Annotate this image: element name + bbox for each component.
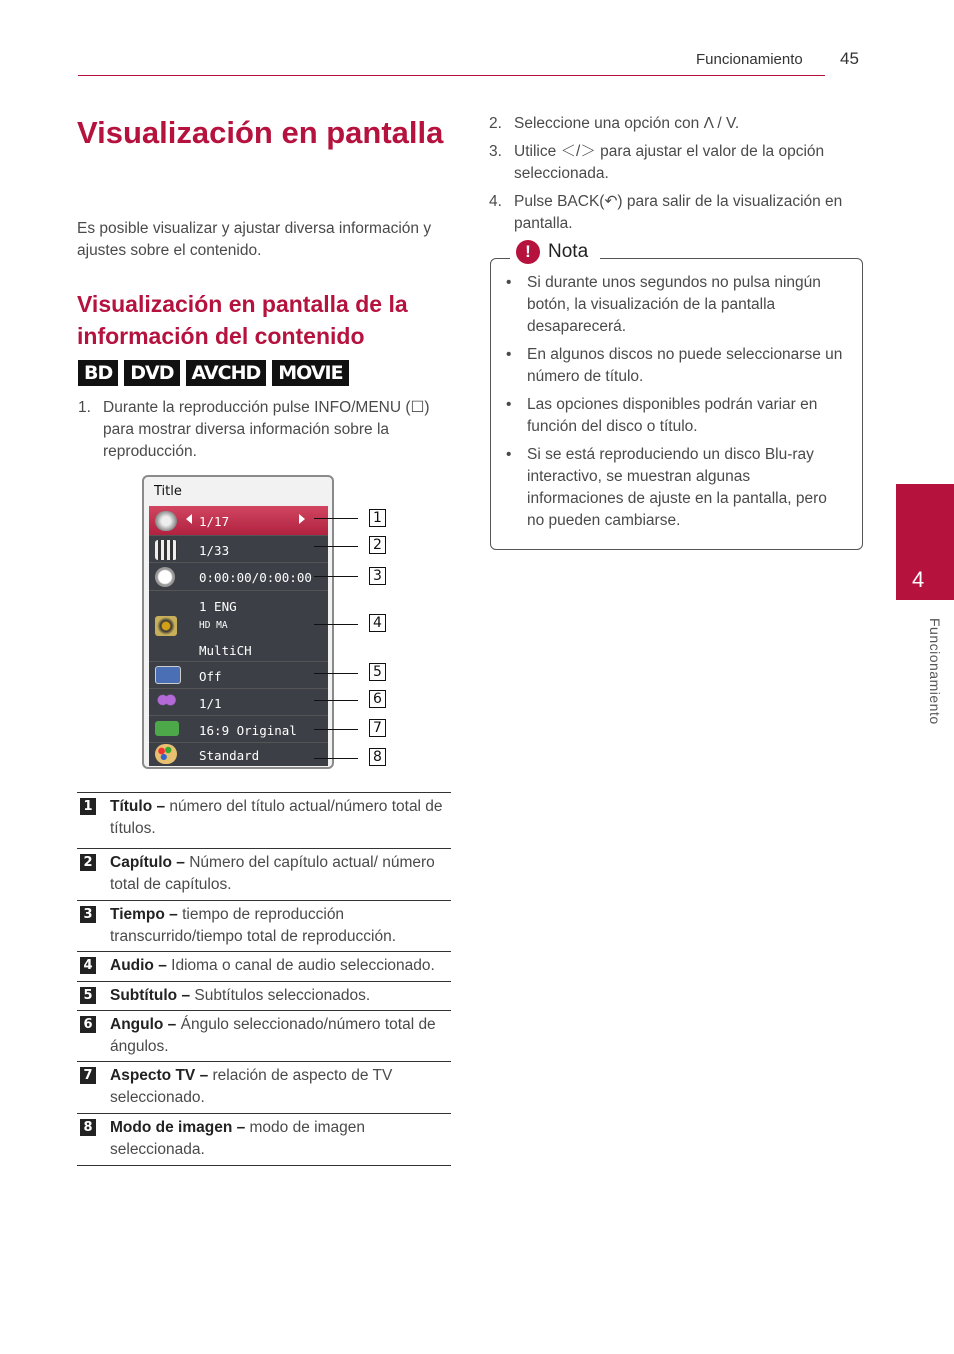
callout-1: 1 — [369, 509, 386, 527]
clock-icon — [155, 567, 175, 587]
note-text: En algunos discos no puede seleccionarse un número de título. — [527, 346, 843, 385]
osd-value-channels: MultiCH — [199, 643, 252, 658]
definition-row — [77, 792, 451, 849]
step-4 — [489, 191, 859, 237]
definition-desc: tiempo de reproducción transcurrido/tiempo total de reproducción. — [110, 906, 397, 945]
osd-panel — [142, 475, 334, 769]
definition-text — [110, 852, 450, 896]
osd-row-picture[interactable] — [149, 743, 328, 766]
osd-row-audio[interactable] — [149, 591, 328, 662]
callout-line — [314, 729, 358, 730]
definition-term: Título – — [110, 798, 166, 815]
definition-text — [110, 985, 450, 1007]
note-box — [490, 258, 863, 550]
bullet-icon: • — [506, 274, 512, 291]
osd-value-format: HD MA — [199, 620, 228, 631]
osd-row-title[interactable] — [149, 506, 328, 536]
arrow-left-icon — [186, 514, 192, 524]
definition-row — [77, 981, 451, 1011]
page-number: 45 — [840, 49, 859, 68]
step-number: 2. — [489, 115, 502, 132]
definition-number: 3 — [80, 906, 96, 923]
arrow-right-icon — [299, 514, 305, 524]
definition-desc: número del título actual/número total de títulos. — [110, 798, 443, 837]
chapter-label: Funcionamiento — [927, 618, 943, 725]
chapter-number: 4 — [912, 567, 925, 592]
definition-term: Aspecto TV – — [110, 1067, 209, 1084]
bullet-icon: • — [506, 396, 512, 413]
callout-6: 6 — [369, 690, 386, 708]
note-text: Si durante unos segundos no pulsa ningún botón, la visualización de la pantalla desaparecerá. — [527, 274, 821, 335]
badge-avchd: AVCHD — [186, 360, 267, 386]
badge-movie: MOVIE — [272, 360, 348, 386]
bullet-icon: • — [506, 346, 512, 363]
step-3 — [489, 141, 859, 187]
step-text: Seleccione una opción con Λ / V. — [514, 115, 740, 132]
definition-text — [110, 1065, 450, 1109]
definition-desc: Número del capítulo actual/ número total de capítulos. — [110, 854, 435, 893]
definition-number: 4 — [80, 957, 96, 974]
step-2 — [489, 113, 859, 137]
callout-4: 4 — [369, 614, 386, 632]
osd-value: 1 ENG — [199, 599, 237, 614]
osd-row-subtitle[interactable] — [149, 662, 328, 689]
definition-desc: Subtítulos seleccionados. — [190, 987, 371, 1004]
definition-term: Capítulo – — [110, 854, 185, 871]
definition-number: 6 — [80, 1016, 96, 1033]
step-1 — [78, 397, 448, 467]
step-number: 1. — [78, 399, 91, 416]
definition-number: 2 — [80, 854, 96, 871]
callout-3: 3 — [369, 567, 386, 585]
callout-line — [314, 758, 358, 759]
callout-8: 8 — [369, 748, 386, 766]
section-title: Visualización en pantalla de la información del contenido — [77, 291, 408, 349]
definition-text — [110, 796, 450, 840]
bullet-icon: • — [506, 446, 512, 463]
osd-value: 1/1 — [199, 696, 222, 711]
badge-dvd: DVD — [124, 360, 179, 386]
osd-title: Title — [154, 484, 182, 499]
definition-term: Tiempo – — [110, 906, 178, 923]
running-header-section: Funcionamiento — [696, 51, 803, 68]
note-text: Si se está reproduciendo un disco Blu-ray interactivo, se muestran algunas informaciones de ajuste en la pantalla, pero no pueden cambiarse. — [527, 446, 827, 529]
callout-5: 5 — [369, 663, 386, 681]
definition-number: 5 — [80, 987, 96, 1004]
definition-desc: modo de imagen seleccionada. — [110, 1119, 365, 1158]
definition-term: Subtítulo – — [110, 987, 191, 1004]
definition-number: 8 — [80, 1119, 96, 1136]
definition-desc: Ángulo seleccionado/número total de ángulos. — [110, 1016, 436, 1055]
header-divider — [78, 75, 825, 76]
clapper-icon — [155, 540, 177, 560]
callout-line — [314, 576, 358, 577]
note-text: Las opciones disponibles podrán variar en función del disco o título. — [527, 396, 818, 435]
definition-term: Audio – — [110, 957, 167, 974]
intro-paragraph: Es posible visualizar y ajustar diversa información y ajustes sobre el contenido. — [77, 220, 432, 259]
badge-bd: BD — [78, 360, 118, 386]
definition-number: 1 — [80, 798, 96, 815]
callout-line — [314, 700, 358, 701]
step-number: 4. — [489, 193, 502, 210]
step-number: 3. — [489, 143, 502, 160]
callout-line — [314, 673, 358, 674]
disc-icon — [155, 511, 177, 531]
osd-row-angle[interactable] — [149, 689, 328, 716]
definition-term: Modo de imagen – — [110, 1119, 246, 1136]
definition-text — [110, 1014, 450, 1058]
step-text: Pulse BACK(↶) para salir de la visualización en pantalla. — [514, 193, 843, 232]
osd-value: 0:00:00/0:00:00 — [199, 570, 312, 585]
definition-number: 7 — [80, 1067, 96, 1084]
definition-row — [77, 1113, 451, 1166]
definition-row — [77, 1061, 451, 1114]
subtitle-icon — [155, 666, 181, 684]
callout-line — [314, 546, 358, 547]
definition-desc: Idioma o canal de audio seleccionado. — [166, 957, 435, 974]
aspect-icon — [155, 721, 179, 736]
osd-row-aspect[interactable] — [149, 716, 328, 743]
osd-value: 1/33 — [199, 543, 230, 558]
definition-text — [110, 1117, 450, 1161]
callout-7: 7 — [369, 719, 386, 737]
definition-text — [110, 904, 450, 948]
callout-2: 2 — [369, 536, 386, 554]
osd-row-chapter[interactable] — [149, 536, 328, 563]
step-text: Utilice ＜/＞ para ajustar el valor de la opción seleccionada. — [514, 143, 825, 182]
definition-desc: relación de aspecto de TV seleccionado. — [110, 1067, 393, 1106]
note-label: Nota — [548, 241, 589, 262]
callout-line — [314, 518, 358, 519]
note-header — [510, 240, 600, 264]
callout-line — [314, 624, 358, 625]
step-text: Durante la reproducción pulse INFO/MENU (☐) para mostrar diversa información sobre la reproducción. — [103, 399, 430, 460]
definition-row — [77, 1010, 451, 1062]
osd-value: Off — [199, 669, 222, 684]
page-title: Visualización en pantalla — [77, 115, 444, 150]
media-badges — [78, 360, 349, 386]
palette-icon — [155, 744, 177, 764]
osd-value: 16:9 Original — [199, 723, 297, 738]
definition-row — [77, 900, 451, 952]
definition-row — [77, 848, 451, 901]
definition-row — [77, 951, 451, 982]
definition-term: Angulo – — [110, 1016, 177, 1033]
osd-row-time[interactable] — [149, 563, 328, 591]
osd-value: Standard — [199, 748, 260, 763]
exclamation-icon: ! — [516, 240, 540, 264]
osd-value: 1/17 — [199, 514, 230, 529]
chapter-tab — [896, 484, 954, 600]
camera-icon — [155, 692, 177, 712]
speaker-icon — [155, 616, 177, 636]
osd-list — [149, 506, 328, 766]
definition-text — [110, 955, 450, 977]
